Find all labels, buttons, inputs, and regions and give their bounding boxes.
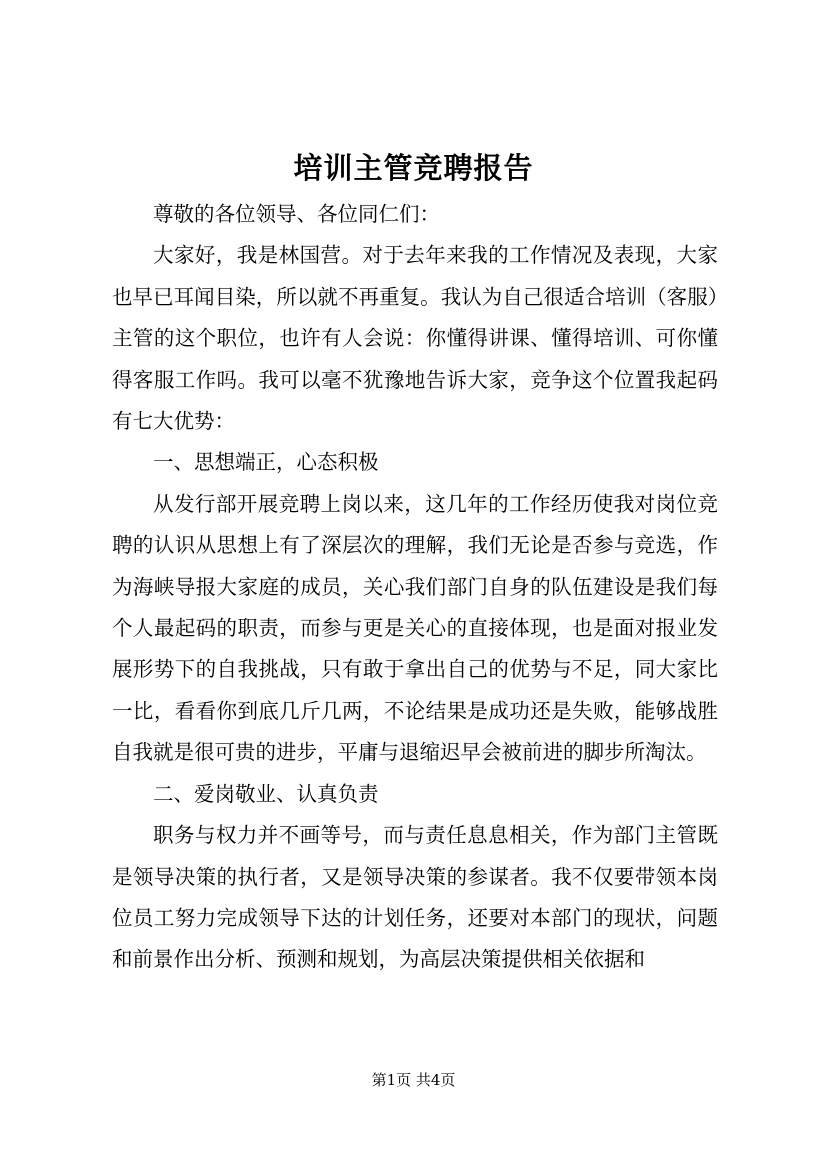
section-2-paragraph: 职务与权力并不画等号，而与责任息息相关，作为部门主管既是领导决策的执行者，又是领导决策的参谋者。我不仅要带领本岗位员工努力完成领导下达的计划任务，还要对本部门的现状，问题和前景作出分析、预测和规划，为高层决策提供相关依据和	[112, 823, 718, 972]
document-body	[112, 194, 718, 981]
page-number-footer: 第1页 共4页	[371, 1071, 456, 1089]
salutation-paragraph: 尊敬的各位领导、各位同仁们：	[153, 202, 440, 226]
section-heading-1: 一、思想端正，心态积极	[153, 450, 379, 475]
section-heading-2: 二、爱岗敬业、认真负责	[153, 781, 379, 806]
section-1-paragraph: 从发行部开展竞聘上岗以来，这几年的工作经历使我对岗位竞聘的认识从思想上有了深层次的理解，我们无论是否参与竞选，作为海峡导报大家庭的成员，关心我们部门自身的队伍建设是我们每个人最起码的职责，而参与更是关心的直接体现，也是面对报业发展形势下的自我挑战，只有敢于拿出自己的优势与不足，同大家比一比，看看你到底几斤几两，不论结果是成功还是失败，能够战胜自我就是很可贵的进步，平庸与退缩迟早会被前进的脚步所淘汰。	[112, 491, 718, 765]
intro-paragraph: 大家好，我是林国营。对于去年来我的工作情况及表现，大家也早已耳闻目染，所以就不再重复。我认为自己很适合培训（客服）主管的这个职位，也许有人会说：你懂得讲课、懂得培训、可你懂得客服工作吗。我可以毫不犹豫地告诉大家，竞争这个位置我起码有七大优势：	[112, 243, 718, 434]
document-title: 培训主管竞聘报告	[293, 151, 534, 185]
